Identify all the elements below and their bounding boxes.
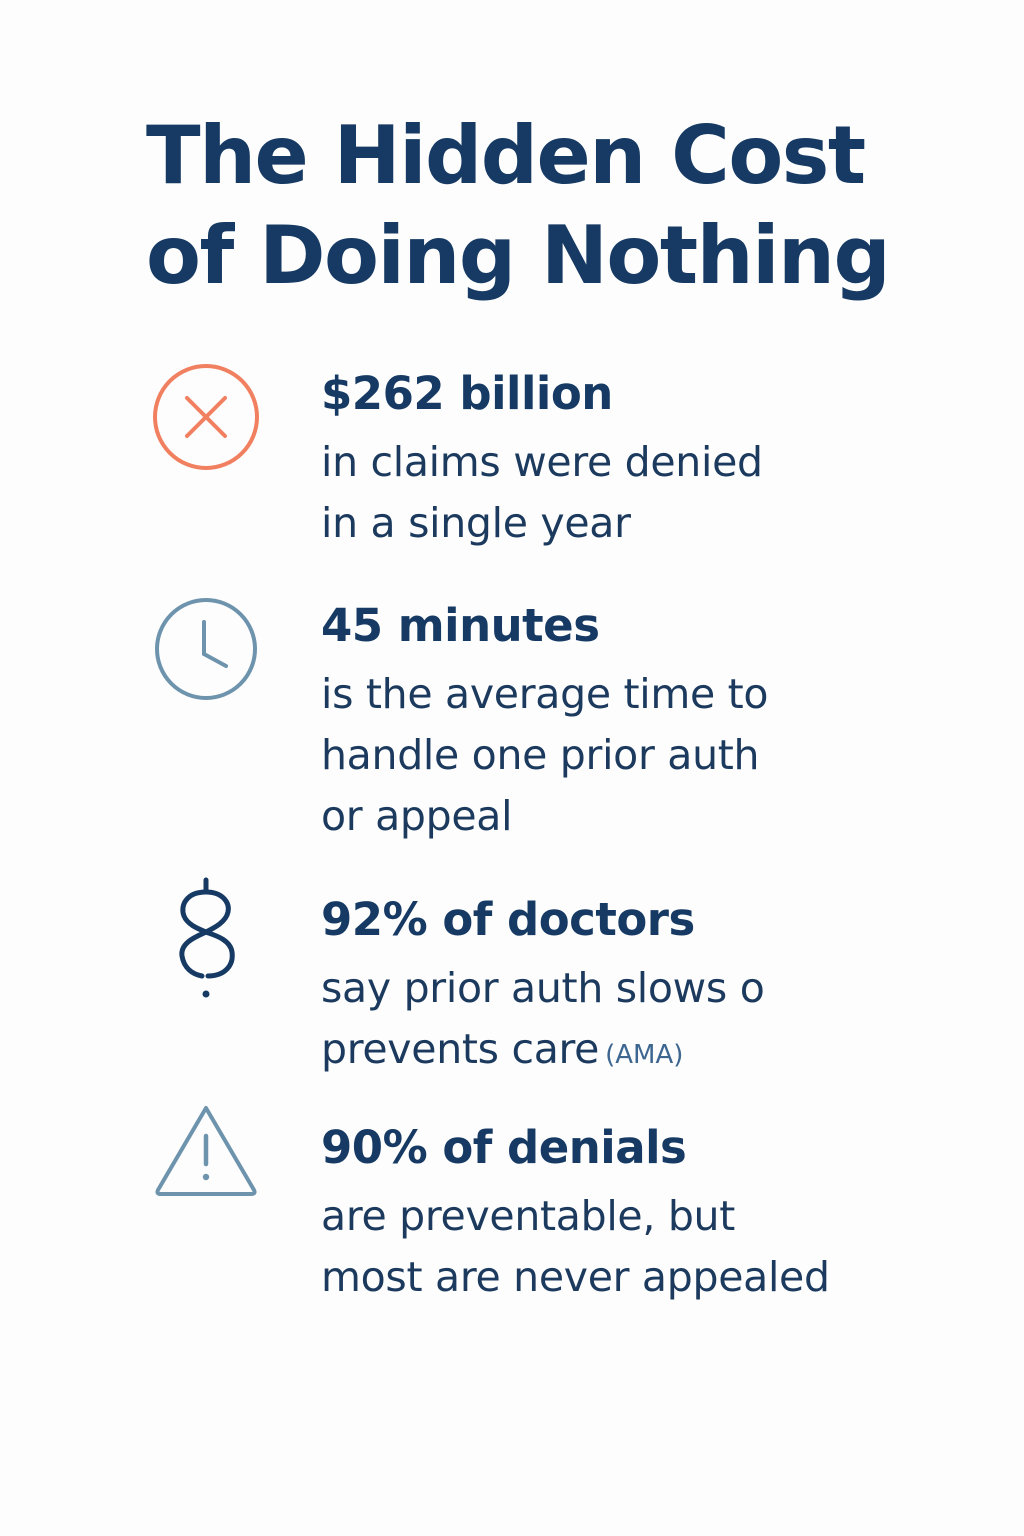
title-line-2: of Doing Nothing: [146, 209, 890, 302]
warning-triangle-icon: [150, 1100, 262, 1212]
stat-text: [321, 1118, 1001, 1308]
source-citation: (AMA): [605, 1040, 684, 1070]
x-circle-icon: [150, 362, 262, 474]
stat-headline: 45 minutes: [321, 599, 600, 652]
stat-text: [321, 596, 1001, 847]
stat-description-line: or appeal: [321, 792, 513, 840]
stat-description-line: handle one prior auth: [321, 731, 760, 779]
stat-text: [321, 364, 1001, 554]
stat-description-text: prevents care: [321, 1025, 600, 1073]
stat-description-line: is the average time to: [321, 670, 769, 718]
clock-icon: [150, 596, 262, 708]
stat-description-line: [321, 1019, 1001, 1086]
dollar-sign-icon: [150, 876, 262, 988]
stat-text: [321, 890, 1001, 1086]
stat-headline: 90% of denials: [321, 1121, 687, 1174]
stat-headline: 92% of doctors: [321, 893, 695, 946]
stat-description-line: are preventable, but: [321, 1192, 736, 1240]
title-line-1: The Hidden Cost: [146, 109, 865, 202]
stat-description-line: say prior auth slows o: [321, 964, 765, 1012]
stat-description-line: most are never appealed: [321, 1253, 830, 1301]
stat-description-line: in a single year: [321, 499, 631, 547]
stat-description-line: in claims were denied: [321, 438, 763, 486]
page-title: [146, 106, 946, 306]
stat-headline: $262 billion: [321, 367, 613, 420]
